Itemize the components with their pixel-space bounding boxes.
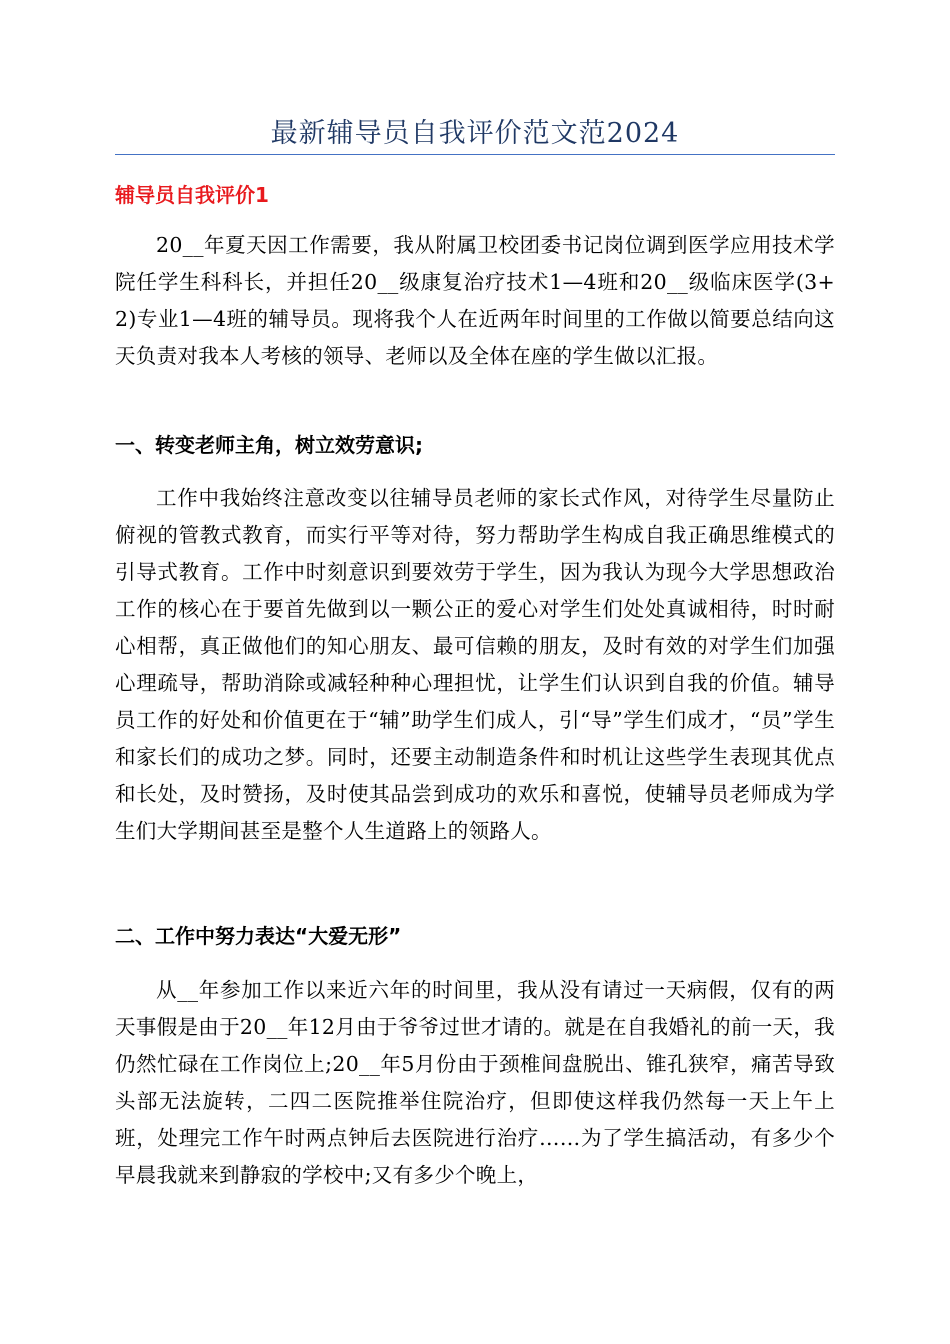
paragraph-section-2: 从__年参加工作以来近六年的时间里，我从没有请过一天病假，仅有的两天事假是由于20__年12月由于爷爷过世才请的。就是在自我婚礼的前一天，我仍然忙碌在工作岗位上;20__年5月份由于颈椎间盘脱出、锥孔狭窄，痛苦导致头部无法旋转，二四二医院推举住院治疗，但即使这样我仍然每一天上午上班，处理完工作午时两点钟后去医院进行治疗……为了学生搞活动，有多少个早晨我就来到静寂的学校中;又有多少个晚上， xyxy=(115,978,835,1187)
section-heading-1: 一、转变老师主角，树立效劳意识; xyxy=(115,433,423,457)
section-heading-2: 二、工作中努力表达“大爱无形” xyxy=(115,924,402,948)
subtitle-heading: 辅导员自我评价1 xyxy=(115,183,269,207)
paragraph-intro: 20__年夏天因工作需要，我从附属卫校团委书记岗位调到医学应用技术学院任学生科科长，并担任20__级康复治疗技术1—4班和20__级临床医学(3+2)专业1—4班的辅导员。现将我个人在近两年时间里的工作做以简要总结向这天负责对我本人考核的领导、老师以及全体在座的学生做以汇报。 xyxy=(115,233,835,368)
title-divider xyxy=(115,154,835,155)
paragraph-section-1: 工作中我始终注意改变以往辅导员老师的家长式作风，对待学生尽量防止俯视的管教式教育，而实行平等对待，努力帮助学生构成自我正确思维模式的引导式教育。工作中时刻意识到要效劳于学生，因为我认为现今大学思想政治工作的核心在于要首先做到以一颗公正的爱心对学生们处处真诚相待，时时耐心相帮，真正做他们的知心朋友、最可信赖的朋友，及时有效的对学生们加强心理疏导，帮助消除或减轻种种心理担忧，让学生们认识到自我的价值。辅导员工作的好处和价值更在于“辅”助学生们成人，引“导”学生们成才，“员”学生和家长们的成功之梦。同时，还要主动制造条件和时机让这些学生表现其优点和长处，及时赞扬，及时使其品尝到成功的欢乐和喜悦，使辅导员老师成为学生们大学期间甚至是整个人生道路上的领路人。 xyxy=(115,486,835,843)
document-title: 最新辅导员自我评价范文范2024 xyxy=(270,118,680,149)
